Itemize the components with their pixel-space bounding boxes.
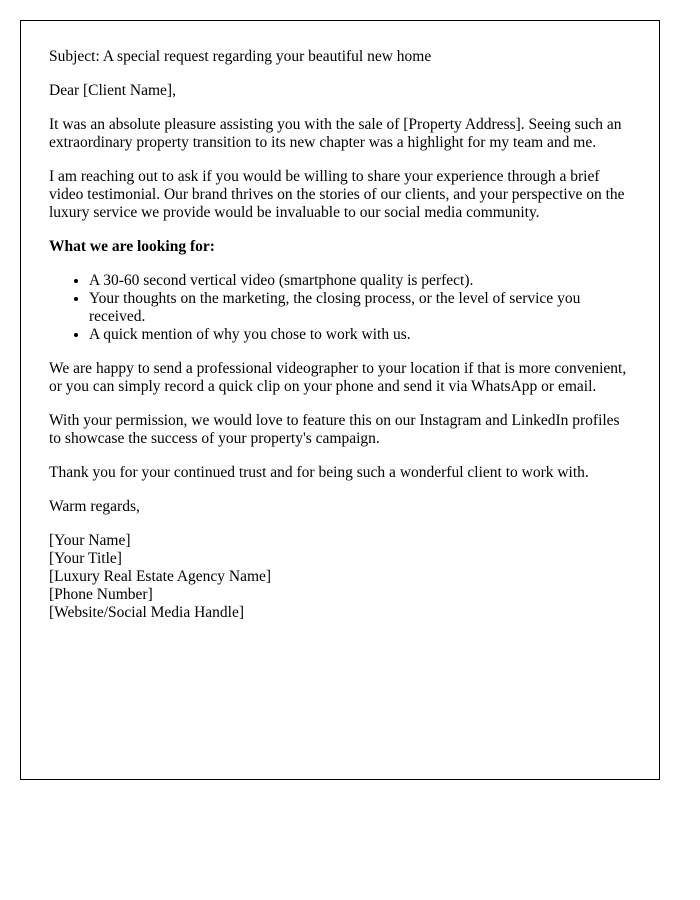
list-item: • A quick mention of why you chose to work with us. [89, 326, 631, 344]
letter-paragraph-videographer: We are happy to send a professional videographer to your location if that is more convenient, or you can simply record a quick clip on your phone and send it via WhatsApp or email. [49, 360, 627, 395]
list-item: • A 30-60 second vertical video (smartphone quality is perfect). [89, 272, 631, 290]
signature-phone: [Phone Number] [49, 586, 153, 603]
letter-subject: Subject: A special request regarding your beautiful new home [49, 48, 432, 65]
letter-paragraph-thanks: Thank you for your continued trust and for being such a wonderful client to work with. [49, 464, 589, 481]
requirements-list [49, 272, 631, 344]
letter-paragraph-request: I am reaching out to ask if you would be willing to share your experience through a brief video testimonial. Our brand thrives on the stories of our clients, and your perspective on the luxury service we provide would be invaluable to our social media community. [49, 168, 625, 221]
letter-paragraph-intro: It was an absolute pleasure assisting you with the sale of [Property Address]. Seeing such an extraordinary property transition to its new chapter was a highlight for my team and me. [49, 116, 622, 151]
signature-block [49, 532, 631, 622]
signature-agency: [Luxury Real Estate Agency Name] [49, 568, 272, 585]
signature-website: [Website/Social Media Handle] [49, 604, 245, 621]
list-item: • Your thoughts on the marketing, the closing process, or the level of service you received. [89, 290, 631, 326]
letter-paragraph-permission: With your permission, we would love to feature this on our Instagram and LinkedIn profiles to showcase the success of your property's campaign. [49, 412, 620, 447]
letter-greeting: Dear [Client Name], [49, 82, 176, 99]
letter-closing: Warm regards, [49, 498, 140, 515]
list-heading: What we are looking for: [49, 238, 215, 255]
signature-title: [Your Title] [49, 550, 122, 567]
signature-name: [Your Name] [49, 532, 131, 549]
letter-document [20, 20, 660, 780]
